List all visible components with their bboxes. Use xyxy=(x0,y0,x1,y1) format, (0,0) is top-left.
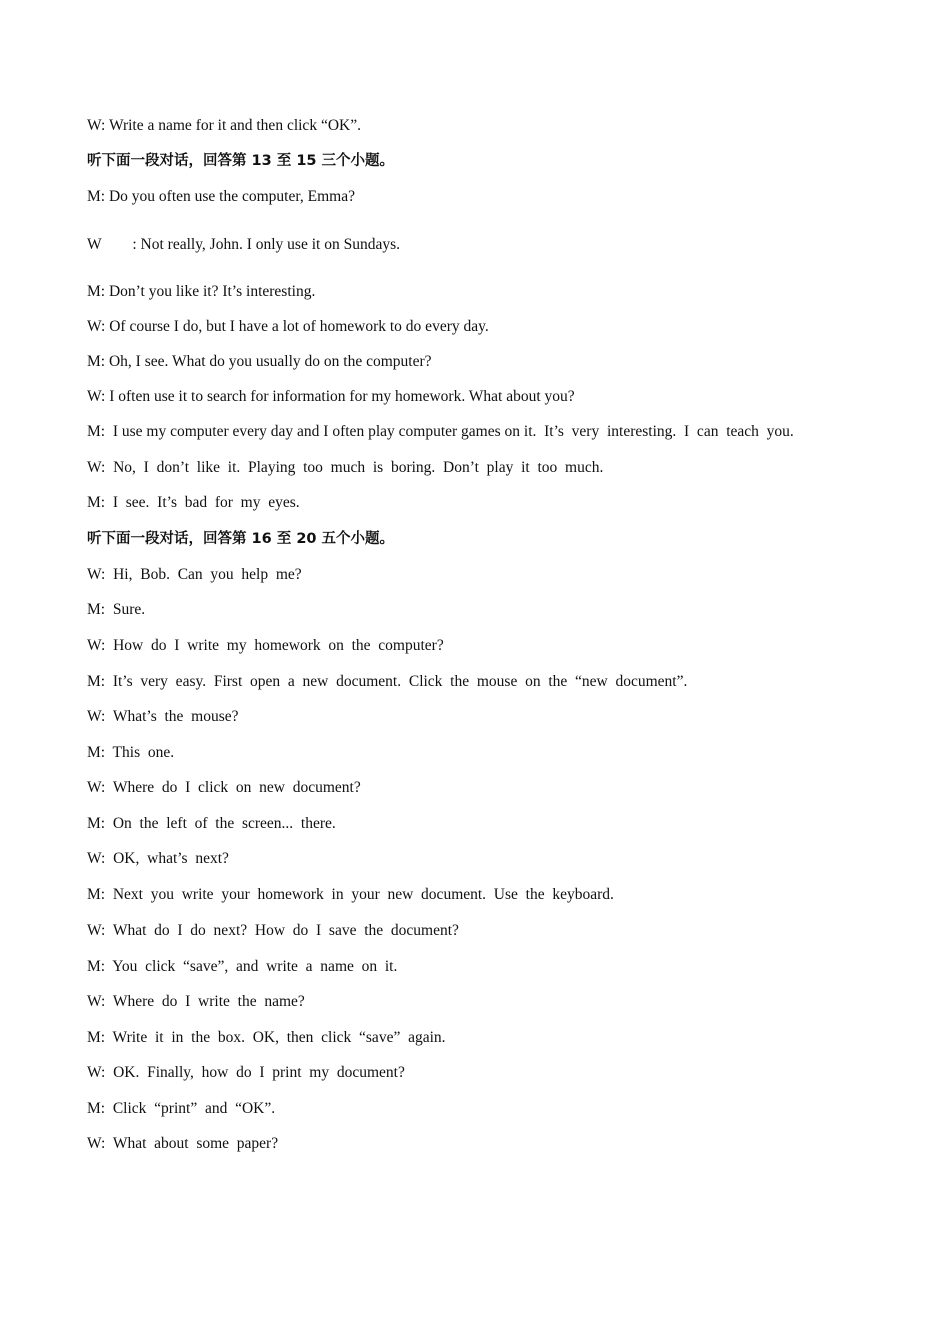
dialogue-line: W: Where do I click on new document? xyxy=(87,779,361,796)
dialogue-line: M: Write it in the box. OK, then click “save” again. xyxy=(87,1029,446,1046)
dialogue-line: M: Sure. xyxy=(87,601,146,618)
dialogue-line: M: I see. It’s bad for my eyes. xyxy=(87,494,300,511)
dialogue-line: W: Of course I do, but I have a lot of homework to do every day. xyxy=(87,318,489,335)
dialogue-line: M: Next you write your homework in your new document. Use the keyboard. xyxy=(87,886,614,903)
dialogue-line: W: I often use it to search for information for my homework. What about you? xyxy=(87,388,575,405)
dialogue-line: M: This one. xyxy=(87,744,175,761)
dialogue-line: W: Where do I write the name? xyxy=(87,993,305,1010)
section-heading: 听下面一段对话，回答第 13 至 15 三个小题。 xyxy=(87,153,395,169)
dialogue-line: W: No, I don’t like it. Playing too much is boring. Don’t play it too much. xyxy=(87,459,604,476)
dialogue-line: M: Click “print” and “OK”. xyxy=(87,1100,276,1117)
dialogue-line: M: I use my computer every day and I often play computer games on it. It’s very interesting. I can teach you. xyxy=(87,423,794,440)
section-heading: 听下面一段对话，回答第 16 至 20 五个小题。 xyxy=(87,531,395,547)
dialogue-line: M: Oh, I see. What do you usually do on the computer? xyxy=(87,353,432,370)
dialogue-line: W: OK, what’s next? xyxy=(87,850,229,867)
dialogue-line: W: OK. Finally, how do I print my document? xyxy=(87,1064,405,1081)
dialogue-line: W : Not really, John. I only use it on Sundays. xyxy=(87,236,400,253)
dialogue-line: M: You click “save”, and write a name on it. xyxy=(87,958,398,975)
dialogue-line: W: How do I write my homework on the computer? xyxy=(87,637,444,654)
dialogue-line: W: What do I do next? How do I save the document? xyxy=(87,922,459,939)
dialogue-line: W: What about some paper? xyxy=(87,1135,279,1152)
dialogue-line: M: It’s very easy. First open a new document. Click the mouse on the “new document”. xyxy=(87,673,688,690)
dialogue-line: M: On the left of the screen... there. xyxy=(87,815,336,832)
dialogue-line: W: Write a name for it and then click “OK”. xyxy=(87,117,361,134)
dialogue-line: W: What’s the mouse? xyxy=(87,708,239,725)
dialogue-line: M: Do you often use the computer, Emma? xyxy=(87,188,355,205)
dialogue-line: W: Hi, Bob. Can you help me? xyxy=(87,566,302,583)
dialogue-line: M: Don’t you like it? It’s interesting. xyxy=(87,283,316,300)
